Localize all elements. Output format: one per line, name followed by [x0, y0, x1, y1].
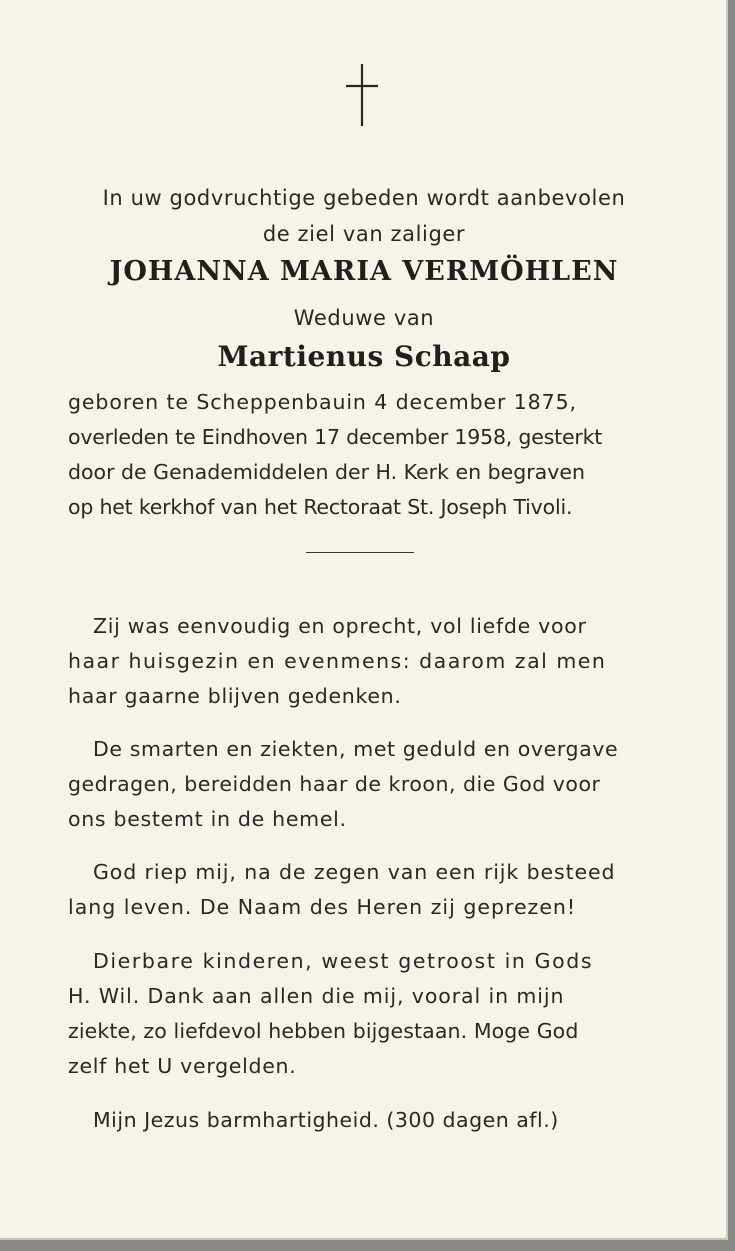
widow-of-label: Weduwe van	[293, 306, 435, 330]
paragraph-line: haar huisgezin en evenmens: daarom zal men	[68, 649, 607, 673]
cross-icon	[345, 64, 379, 126]
intro-line-1: In uw godvruchtige gebeden wordt aanbevolen	[102, 186, 626, 210]
paragraph-line: De smarten en ziekten, met geduld en overgave	[93, 737, 619, 761]
paragraph-line: ziekte, zo liefdevol hebben bijgestaan. Moge God	[68, 1019, 579, 1043]
paragraph-line: Mijn Jezus barmhartigheid. (300 dagen afl.)	[93, 1108, 559, 1132]
paragraph-line: God riep mij, na de zegen van een rijk besteed	[93, 860, 616, 884]
paragraph-line: lang leven. De Naam des Heren zij geprezen!	[68, 895, 577, 919]
deceased-name: JOHANNA MARIA VERMÖHLEN	[109, 256, 619, 287]
paragraph-line: ons bestemt in de hemel.	[68, 807, 347, 831]
intro-line-2: de ziel van zaliger	[262, 222, 466, 246]
paragraph-line: zelf het U vergelden.	[68, 1054, 297, 1078]
paragraph-line: gedragen, bereidden haar de kroon, die God voor	[68, 772, 601, 796]
bio-line: door de Genademiddelen der H. Kerk en begraven	[68, 460, 585, 484]
divider	[306, 552, 414, 553]
bio-line: op het kerkhof van het Rectoraat St. Joseph Tivoli.	[68, 495, 573, 519]
bio-line: overleden te Eindhoven 17 december 1958, gesterkt	[68, 425, 603, 449]
bio-line: geboren te Scheppenbauin 4 december 1875,	[68, 390, 577, 414]
paragraph-line: Dierbare kinderen, weest getroost in Gods	[93, 949, 594, 973]
husband-name: Martienus Schaap	[217, 340, 511, 373]
paragraph-line: Zij was eenvoudig en oprecht, vol liefde voor	[93, 614, 587, 638]
paragraph-line: H. Wil. Dank aan allen die mij, vooral in mijn	[68, 984, 565, 1008]
paragraph-line: haar gaarne blijven gedenken.	[68, 684, 402, 708]
